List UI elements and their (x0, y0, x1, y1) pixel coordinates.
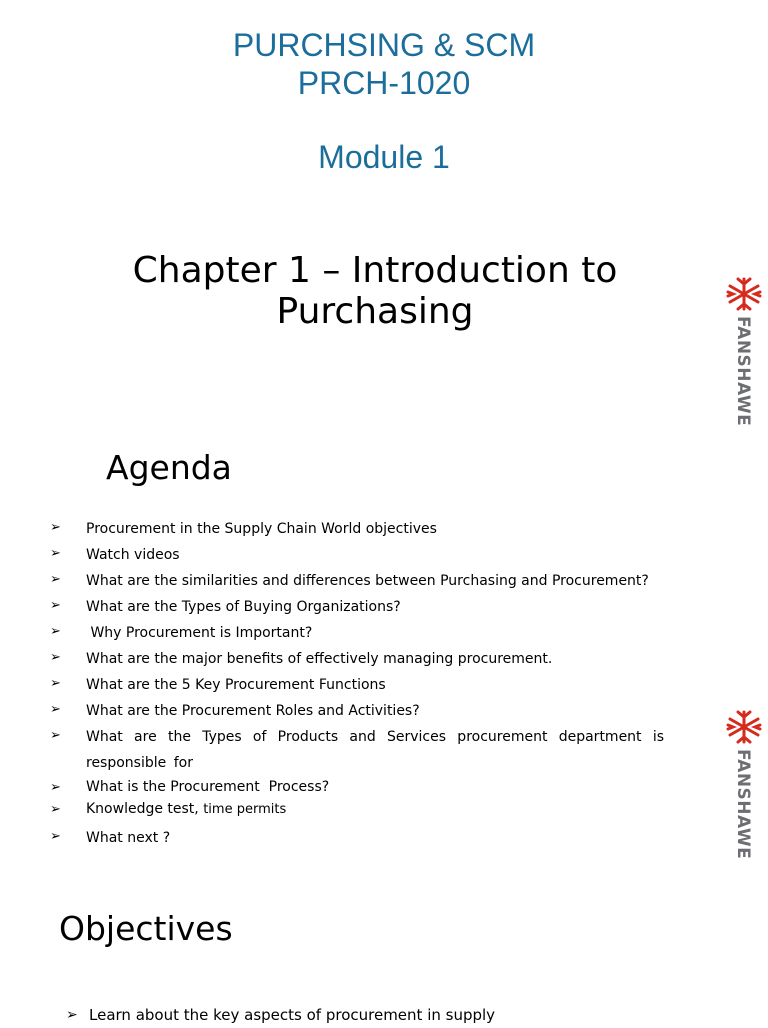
agenda-item-text (86, 801, 286, 817)
agenda-item (50, 825, 664, 851)
arrow-bullet-icon: ➢ (50, 780, 61, 795)
agenda-item (50, 516, 664, 542)
arrow-bullet-icon: ➢ (50, 520, 61, 535)
agenda-item-text: What is the Procurement Process? (86, 779, 330, 795)
fanshawe-logo (726, 709, 762, 859)
arrow-bullet-icon: ➢ (50, 598, 61, 613)
knowledge-test-label: Knowledge test, (86, 801, 199, 817)
agenda-item-text: What next ? (86, 830, 171, 846)
agenda-item (50, 620, 664, 646)
agenda-item (50, 542, 664, 568)
agenda-item (50, 594, 664, 620)
agenda-item-text: What are the similarities and differences between Purchasing and Procurement? (86, 573, 649, 589)
agenda-item-text: Why Procurement is Important? (86, 625, 313, 641)
course-code: PRCH-1020 (297, 65, 471, 101)
module-title: Module 1 (318, 139, 450, 175)
agenda-item (50, 646, 664, 672)
arrow-bullet-icon: ➢ (50, 624, 61, 639)
agenda-item (50, 672, 664, 698)
agenda-item (50, 724, 664, 776)
chapter-title: Chapter 1 – Introduction to Purchasing (132, 250, 618, 332)
objective-item (66, 1002, 495, 1028)
arrow-bullet-icon: ➢ (50, 829, 61, 844)
objectives-heading: Objectives (59, 909, 233, 948)
agenda-item-text: What are the Procurement Roles and Activities? (86, 703, 420, 719)
arrow-bullet-icon: ➢ (50, 650, 61, 665)
arrow-bullet-icon: ➢ (50, 702, 61, 717)
agenda-item (50, 776, 664, 798)
objective-item-text: Learn about the key aspects of procurement in supply (89, 1006, 496, 1024)
agenda-item (50, 698, 664, 724)
agenda-item-text: What are the major benefits of effectively managing procurement. (86, 651, 553, 667)
objectives-list (66, 1002, 495, 1028)
agenda-list (50, 516, 664, 851)
fanshawe-mark-icon (726, 709, 762, 745)
agenda-item-text: Procurement in the Supply Chain World objectives (86, 521, 437, 537)
fanshawe-logo (726, 276, 762, 426)
arrow-bullet-icon: ➢ (50, 676, 61, 691)
fanshawe-wordmark: FANSHAWE (733, 316, 753, 427)
fanshawe-mark-icon (726, 276, 762, 312)
agenda-heading: Agenda (106, 448, 232, 487)
arrow-bullet-icon: ➢ (50, 572, 61, 587)
agenda-item-text: What are the 5 Key Procurement Functions (86, 677, 386, 693)
arrow-bullet-icon: ➢ (50, 728, 61, 743)
arrow-bullet-icon: ➢ (50, 546, 61, 561)
course-title: PURCHSING & SCM (232, 27, 536, 63)
agenda-item (50, 568, 664, 594)
agenda-item-text: Watch videos (86, 547, 180, 563)
agenda-item-text: What are the Types of Products and Services procurement department is responsible for (86, 729, 664, 771)
arrow-bullet-icon: ➢ (66, 1007, 78, 1023)
arrow-bullet-icon: ➢ (50, 802, 61, 817)
agenda-item-text: What are the Types of Buying Organizations? (86, 599, 401, 615)
agenda-item (50, 798, 664, 821)
knowledge-test-note: time permits (203, 802, 287, 817)
fanshawe-wordmark: FANSHAWE (733, 749, 753, 860)
